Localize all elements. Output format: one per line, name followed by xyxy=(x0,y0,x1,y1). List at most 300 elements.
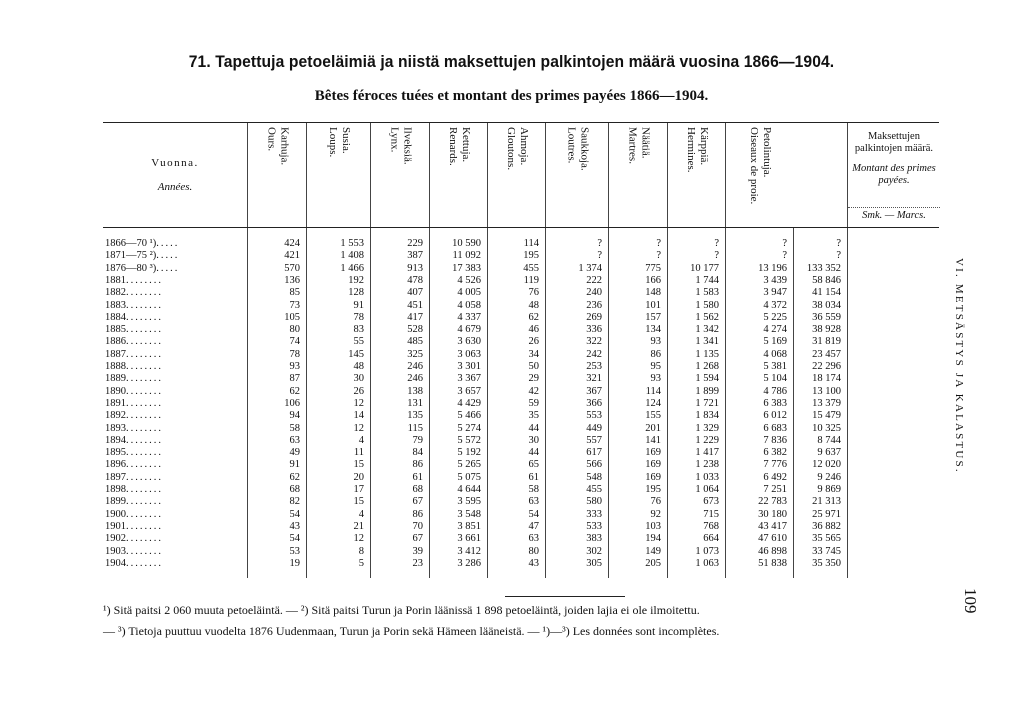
column-header-fi: Karhuja. xyxy=(278,127,291,166)
table-row xyxy=(103,300,939,312)
value-cell: 1 744 xyxy=(695,274,719,286)
table-row xyxy=(103,484,939,496)
value-cell: 246 xyxy=(407,373,423,385)
value-cell: 1 342 xyxy=(695,324,719,336)
table-row xyxy=(103,238,939,250)
value-cell: 67 xyxy=(412,496,423,508)
value-cell: 93 xyxy=(289,361,300,372)
value-cell: 133 352 xyxy=(806,262,841,274)
leader-dots: ........ xyxy=(126,324,163,336)
value-cell: 449 xyxy=(586,422,602,434)
value-cell: 1 374 xyxy=(578,262,602,274)
value-cell: 46 xyxy=(528,324,539,336)
value-cell: 5 274 xyxy=(457,422,481,434)
year-cell xyxy=(105,533,163,545)
value-cell: 119 xyxy=(523,274,539,286)
year-cell xyxy=(105,496,163,508)
value-cell: 5 169 xyxy=(763,336,787,348)
year-label: 1881 xyxy=(105,274,126,286)
value-cell: 383 xyxy=(586,533,602,545)
value-cell: 336 xyxy=(586,324,602,336)
year-label: 1904 xyxy=(105,557,126,569)
value-cell: 22 783 xyxy=(758,496,787,508)
value-cell: 30 xyxy=(353,373,364,385)
value-cell: 34 xyxy=(528,348,539,360)
value-cell: ? xyxy=(714,250,719,262)
year-label: 1900 xyxy=(105,508,126,520)
leader-dots: ........ xyxy=(126,520,163,532)
value-cell: 3 367 xyxy=(457,373,481,385)
value-cell: 478 xyxy=(407,274,423,286)
value-cell: 42 xyxy=(528,385,539,397)
value-cell: 570 xyxy=(284,262,300,274)
column-header-label xyxy=(446,127,472,166)
leader-dots: ........ xyxy=(126,410,163,422)
value-cell: 86 xyxy=(412,508,423,520)
column-header-fr: Oiseaux de proie. xyxy=(748,127,760,205)
year-label: 1866—70 ¹) xyxy=(105,238,157,249)
value-cell: 580 xyxy=(586,496,602,508)
value-cell: 87 xyxy=(289,373,300,385)
value-cell: 1 834 xyxy=(695,410,719,422)
value-cell: 1 721 xyxy=(695,397,719,409)
value-cell: 50 xyxy=(528,361,539,372)
value-cell: 103 xyxy=(645,520,661,532)
value-cell: 12 xyxy=(353,533,364,545)
value-cell: 269 xyxy=(586,311,602,323)
value-cell: 68 xyxy=(289,484,300,495)
value-cell: 23 xyxy=(412,557,423,569)
year-cell xyxy=(105,324,163,336)
value-cell: 236 xyxy=(586,299,602,311)
value-cell: 8 xyxy=(358,545,364,557)
table-row xyxy=(103,521,939,533)
value-cell: 58 xyxy=(289,422,300,434)
value-cell: 10 177 xyxy=(690,262,719,274)
value-cell: 85 xyxy=(289,287,300,299)
value-cell: 4 786 xyxy=(763,385,787,397)
value-cell: 141 xyxy=(645,434,661,446)
year-column-header xyxy=(103,123,247,227)
value-cell: 424 xyxy=(284,238,300,249)
column-header-1 xyxy=(247,123,307,227)
leader-dots: ........ xyxy=(126,397,163,409)
value-cell: 325 xyxy=(407,348,423,360)
value-cell: 86 xyxy=(412,459,423,471)
value-cell: 9 246 xyxy=(817,471,841,483)
year-cell xyxy=(105,423,163,435)
column-header-label xyxy=(326,127,352,157)
year-cell xyxy=(105,484,163,496)
year-cell xyxy=(105,509,163,521)
value-cell: 15 xyxy=(353,459,364,471)
table-row xyxy=(103,263,939,275)
table-row xyxy=(103,435,939,447)
value-cell: 1 408 xyxy=(340,250,364,262)
value-cell: 106 xyxy=(284,397,300,409)
value-cell: 76 xyxy=(528,287,539,299)
value-cell: 43 xyxy=(289,520,300,532)
value-cell: 63 xyxy=(528,533,539,545)
value-cell: 5 192 xyxy=(457,447,481,459)
year-label: 1887 xyxy=(105,348,126,360)
year-cell xyxy=(105,275,163,287)
column-header-4 xyxy=(429,123,488,227)
value-cell: 11 xyxy=(353,447,364,459)
value-cell: 229 xyxy=(407,238,423,249)
value-cell: 4 058 xyxy=(457,299,481,311)
value-cell: 135 xyxy=(407,410,423,422)
value-cell: 48 xyxy=(353,361,364,372)
column-header-7 xyxy=(608,123,668,227)
value-cell: 9 637 xyxy=(817,447,841,459)
value-cell: 1 268 xyxy=(695,361,719,372)
value-cell: 240 xyxy=(586,287,602,299)
value-cell: 1 033 xyxy=(695,471,719,483)
leader-dots: ........ xyxy=(126,434,163,446)
value-cell: 305 xyxy=(586,557,602,569)
value-cell: 321 xyxy=(586,373,602,385)
column-header-3 xyxy=(370,123,430,227)
column-header-fr: Ours. xyxy=(265,127,278,152)
year-cell xyxy=(105,336,163,348)
value-cell: 94 xyxy=(289,410,300,422)
value-cell: 95 xyxy=(650,361,661,372)
value-cell: 4 xyxy=(358,508,364,520)
table-row xyxy=(103,509,939,521)
year-cell xyxy=(105,373,163,385)
table-title: 71. Tapettuja petoeläimiä ja niistä maksettujen palkintojen määrä vuosina 1866—1904. xyxy=(188,52,835,71)
value-cell: ? xyxy=(782,250,787,262)
value-cell: 92 xyxy=(650,508,661,520)
value-cell: 53 xyxy=(289,545,300,557)
value-cell: 38 928 xyxy=(812,324,841,336)
value-cell: 1 073 xyxy=(695,545,719,557)
value-cell: 59 xyxy=(528,397,539,409)
year-cell xyxy=(105,410,163,422)
value-cell: 15 479 xyxy=(812,410,841,422)
value-cell: 5 265 xyxy=(457,459,481,471)
value-cell: 35 565 xyxy=(812,533,841,545)
value-cell: 3 947 xyxy=(763,287,787,299)
value-cell: 93 xyxy=(650,373,661,385)
value-cell: 70 xyxy=(412,520,423,532)
value-cell: 195 xyxy=(523,250,539,262)
leader-dots: ........ xyxy=(126,447,163,459)
leader-dots: ........ xyxy=(126,545,163,557)
table-row xyxy=(103,250,939,262)
value-cell: 13 379 xyxy=(812,397,841,409)
year-header-fr: Années. xyxy=(157,181,193,193)
value-cell: 1 238 xyxy=(695,459,719,471)
value-cell: 4 274 xyxy=(763,324,787,336)
value-cell: 157 xyxy=(645,311,661,323)
year-cell xyxy=(105,349,163,361)
value-cell: 44 xyxy=(528,422,539,434)
table-row xyxy=(103,398,939,410)
table-row xyxy=(103,312,939,324)
value-cell: 3 286 xyxy=(457,557,481,569)
value-cell: 47 610 xyxy=(758,533,787,545)
column-header-fi: Susia. xyxy=(340,127,352,154)
value-cell: 78 xyxy=(289,348,300,360)
value-cell: 13 196 xyxy=(758,262,787,274)
year-label: 1891 xyxy=(105,397,126,409)
value-cell: 115 xyxy=(407,422,423,434)
table-row xyxy=(103,423,939,435)
year-label: 1896 xyxy=(105,459,126,471)
leader-dots: ........ xyxy=(126,422,163,434)
year-label: 1885 xyxy=(105,324,126,336)
leader-dots: ........ xyxy=(126,274,163,286)
year-label: 1876—80 ³) xyxy=(105,262,157,274)
column-header-fr: Renards. xyxy=(447,127,459,166)
value-cell: ? xyxy=(597,250,602,262)
year-cell xyxy=(105,447,163,459)
payments-unit: Smk. — Marcs. xyxy=(848,207,940,222)
value-cell: 192 xyxy=(348,274,364,286)
column-header-fi: Ahmoja. xyxy=(518,127,530,166)
value-cell: 367 xyxy=(586,385,602,397)
value-cell: 3 412 xyxy=(457,545,481,557)
value-cell: 18 174 xyxy=(812,373,841,385)
value-cell: 41 154 xyxy=(812,287,841,299)
leader-dots: ........ xyxy=(126,496,163,508)
value-cell: ? xyxy=(836,238,841,249)
value-cell: 553 xyxy=(586,410,602,422)
value-cell: 21 xyxy=(353,520,364,532)
value-cell: 421 xyxy=(284,250,300,262)
value-cell: 913 xyxy=(407,262,423,274)
value-cell: 5 572 xyxy=(457,434,481,446)
value-cell: 4 xyxy=(358,434,364,446)
year-cell xyxy=(105,472,163,484)
year-cell xyxy=(105,361,163,373)
year-cell xyxy=(105,546,163,558)
year-label: 1897 xyxy=(105,471,126,483)
value-cell: 136 xyxy=(284,274,300,286)
year-label: 1886 xyxy=(105,336,126,348)
value-cell: 58 xyxy=(528,484,539,495)
value-cell: 566 xyxy=(586,459,602,471)
value-cell: 61 xyxy=(528,471,539,483)
year-cell xyxy=(105,263,179,275)
value-cell: 131 xyxy=(407,397,423,409)
value-cell: 533 xyxy=(586,520,602,532)
column-header-label xyxy=(265,127,291,165)
value-cell: 13 100 xyxy=(812,385,841,397)
year-header-fi: Vuonna. xyxy=(151,157,199,169)
year-cell xyxy=(105,435,163,447)
value-cell: 253 xyxy=(586,361,602,372)
value-cell: 246 xyxy=(407,361,423,372)
leader-dots: ........ xyxy=(126,361,163,372)
table-body xyxy=(103,228,939,578)
value-cell: 63 xyxy=(289,434,300,446)
year-label: 1882 xyxy=(105,287,126,299)
year-label: 1871—75 ²) xyxy=(105,250,157,262)
year-label: 1888 xyxy=(105,361,126,372)
table-row xyxy=(103,373,939,385)
value-cell: 1 466 xyxy=(340,262,364,274)
value-cell: 19 xyxy=(289,557,300,569)
table-row xyxy=(103,459,939,471)
value-cell: 21 313 xyxy=(812,496,841,508)
column-header-9 xyxy=(725,123,794,227)
column-header-label xyxy=(565,127,591,171)
value-cell: 455 xyxy=(586,484,602,495)
value-cell: 322 xyxy=(586,336,602,348)
column-header-fi: Näätiä. xyxy=(639,127,652,159)
value-cell: 715 xyxy=(703,508,719,520)
value-cell: 155 xyxy=(645,410,661,422)
value-cell: 38 034 xyxy=(812,299,841,311)
table-row xyxy=(103,361,939,373)
value-cell: 7 776 xyxy=(763,459,787,471)
value-cell: 134 xyxy=(645,324,661,336)
value-cell: 5 466 xyxy=(457,410,481,422)
value-cell: 62 xyxy=(528,311,539,323)
column-header-payments xyxy=(847,123,940,227)
value-cell: 29 xyxy=(528,373,539,385)
value-cell: 169 xyxy=(645,471,661,483)
value-cell: 1 583 xyxy=(695,287,719,299)
value-cell: 5 381 xyxy=(763,361,787,372)
value-cell: 68 xyxy=(412,484,423,495)
value-cell: 80 xyxy=(528,545,539,557)
leader-dots: ........ xyxy=(126,471,163,483)
value-cell: 15 xyxy=(353,496,364,508)
value-cell: 1 899 xyxy=(695,385,719,397)
value-cell: 78 xyxy=(353,311,364,323)
payments-header-fi: Maksettujen palkintojen määrä. xyxy=(854,131,934,154)
leader-dots: ........ xyxy=(126,348,163,360)
value-cell: 12 xyxy=(353,422,364,434)
leader-dots: ..... xyxy=(156,262,180,274)
leader-dots: ........ xyxy=(126,459,163,471)
value-cell: 10 325 xyxy=(812,422,841,434)
value-cell: 4 337 xyxy=(457,311,481,323)
value-cell: 55 xyxy=(353,336,364,348)
value-cell: 302 xyxy=(586,545,602,557)
value-cell: 74 xyxy=(289,336,300,348)
year-label: 1903 xyxy=(105,545,126,557)
value-cell: 79 xyxy=(412,434,423,446)
year-cell xyxy=(105,300,163,312)
value-cell: 101 xyxy=(645,299,661,311)
value-cell: 4 429 xyxy=(457,397,481,409)
value-cell: 17 xyxy=(353,484,364,495)
value-cell: ? xyxy=(656,250,661,262)
value-cell: 664 xyxy=(703,533,719,545)
value-cell: 5 104 xyxy=(763,373,787,385)
year-cell xyxy=(105,287,163,299)
value-cell: 3 063 xyxy=(457,348,481,360)
page-number: 109 xyxy=(961,588,980,614)
value-cell: 128 xyxy=(348,287,364,299)
value-cell: 6 012 xyxy=(763,410,787,422)
value-cell: 3 657 xyxy=(457,385,481,397)
value-cell: 222 xyxy=(586,274,602,286)
table-row xyxy=(103,324,939,336)
value-cell: 557 xyxy=(586,434,602,446)
value-cell: 11 092 xyxy=(452,250,481,262)
column-header-label xyxy=(684,127,710,173)
value-cell: 1 594 xyxy=(695,373,719,385)
value-cell: 33 745 xyxy=(812,545,841,557)
leader-dots: ........ xyxy=(126,336,163,348)
value-cell: 5 xyxy=(358,557,364,569)
value-cell: 1 553 xyxy=(340,238,364,249)
table-row xyxy=(103,386,939,398)
value-cell: 54 xyxy=(528,508,539,520)
year-label: 1889 xyxy=(105,373,126,385)
value-cell: 194 xyxy=(645,533,661,545)
value-cell: 22 296 xyxy=(812,361,841,372)
value-cell: 39 xyxy=(412,545,423,557)
year-cell xyxy=(105,521,163,533)
leader-dots: ........ xyxy=(126,533,163,545)
value-cell: 455 xyxy=(523,262,539,274)
year-label: 1890 xyxy=(105,385,126,397)
table-row xyxy=(103,546,939,558)
year-label: 1893 xyxy=(105,422,126,434)
year-cell xyxy=(105,558,163,570)
value-cell: 105 xyxy=(284,311,300,323)
table-bottom-rule xyxy=(505,596,625,597)
column-header-fr: Martres. xyxy=(626,127,639,164)
value-cell: 61 xyxy=(412,471,423,483)
year-label: 1892 xyxy=(105,410,126,422)
column-header-2 xyxy=(306,123,371,227)
value-cell: 93 xyxy=(650,336,661,348)
value-cell: 82 xyxy=(289,496,300,508)
value-cell: 8 744 xyxy=(817,434,841,446)
value-cell: 1 329 xyxy=(695,422,719,434)
year-cell xyxy=(105,238,179,250)
value-cell: 54 xyxy=(289,508,300,520)
column-header-fi: Ilveksiä. xyxy=(401,127,414,165)
column-header-fi: Kettuja. xyxy=(460,127,472,163)
value-cell: 86 xyxy=(650,348,661,360)
value-cell: 3 630 xyxy=(457,336,481,348)
value-cell: 169 xyxy=(645,459,661,471)
value-cell: ? xyxy=(656,238,661,249)
table-row xyxy=(103,287,939,299)
value-cell: 6 683 xyxy=(763,422,787,434)
value-cell: 366 xyxy=(586,397,602,409)
value-cell: 23 457 xyxy=(812,348,841,360)
value-cell: 5 075 xyxy=(457,471,481,483)
table-row xyxy=(103,533,939,545)
column-header-label xyxy=(747,127,773,204)
value-cell: 333 xyxy=(586,508,602,520)
value-cell: 47 xyxy=(528,520,539,532)
value-cell: 26 xyxy=(353,385,364,397)
value-cell: 1 135 xyxy=(695,348,719,360)
value-cell: 43 xyxy=(528,557,539,569)
value-cell: 4 679 xyxy=(457,324,481,336)
leader-dots: ........ xyxy=(126,311,163,323)
value-cell: 25 971 xyxy=(812,508,841,520)
column-header-label xyxy=(626,127,652,164)
column-header-6 xyxy=(545,123,609,227)
value-cell: 4 005 xyxy=(457,287,481,299)
value-cell: 7 251 xyxy=(763,484,787,495)
value-cell: 62 xyxy=(289,385,300,397)
value-cell: 1 417 xyxy=(695,447,719,459)
table-row xyxy=(103,336,939,348)
